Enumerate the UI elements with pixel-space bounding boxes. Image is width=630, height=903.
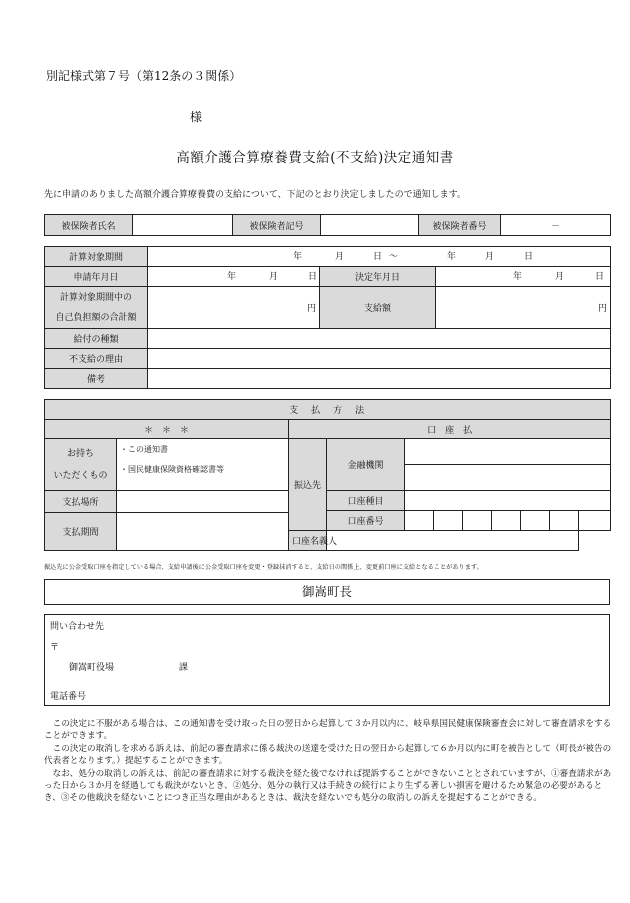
apply-month: 月 (269, 271, 279, 282)
form-label: 別記様式第７号（第12条の３関係） (46, 69, 242, 83)
addressee-suffix: 様 (190, 110, 203, 124)
non-payment-reason-value[interactable] (148, 349, 611, 369)
payment-amount-value[interactable]: 円 (436, 287, 611, 329)
account-type-field[interactable] (405, 491, 611, 511)
insured-symbol-label: 被保険者記号 (233, 215, 321, 236)
account-type-label: 口座種目 (327, 491, 405, 511)
payment-place-field[interactable] (117, 491, 289, 513)
issuer-name: 御嵩町長 (301, 584, 352, 599)
remarks-value[interactable] (148, 369, 611, 389)
account-holder-field[interactable] (327, 531, 579, 551)
insured-number-field[interactable]: － (501, 215, 611, 236)
bank-field-top[interactable] (405, 439, 611, 465)
contact-office: 御嵩町役場 (69, 663, 115, 673)
bring-items-label-line-2: いただくもの (53, 470, 108, 481)
benefit-type-label: 給付の種類 (45, 329, 148, 349)
account-digit-5[interactable] (521, 511, 550, 531)
insured-table (44, 214, 611, 236)
account-digit-2[interactable] (434, 511, 463, 531)
burden-total-value[interactable]: 円 (148, 287, 320, 329)
postal-mark: 〒 (50, 643, 60, 653)
apply-date-value[interactable] (148, 267, 320, 287)
payment-period-label: 支払期間 (45, 513, 117, 551)
appeal-paragraph-3: なお、処分の取消しの訴えは、前記の審査請求に対する裁決を経た後でなければ提訴することができないこととされていますが、①審査請求があった日から３か月を経過しても裁決がないとき、②処分、処分の執行又は手続きの続行により生ずる著しい損害を避けるため緊急の必要があるとき、③その他裁決を経ないことにつき正当な理由があるときは、裁決を経ないでも処分の取消しの訴えを提起することができる。 (44, 768, 612, 804)
bring-items-label (45, 439, 117, 491)
apply-day: 日 (308, 271, 318, 282)
decision-day: 日 (595, 271, 605, 282)
account-digit-7[interactable] (579, 511, 611, 531)
burden-total-label (45, 287, 148, 329)
apply-date-label: 申請年月日 (45, 267, 148, 287)
payment-method-title: 支 払 方 法 (45, 400, 611, 420)
contact-phone-label: 電話番号 (50, 692, 87, 702)
period-month-1: 月 (335, 251, 345, 262)
account-number-label: 口座番号 (327, 511, 405, 531)
remarks-label: 備考 (45, 369, 148, 389)
appeal-paragraph-2: この決定の取消しを求める訴えは、前記の審査請求に係る裁決の送達を受けた日の翌日から起算して６か月以内に町を被告として（町長が被告の代表者となります。）提起することができます。 (44, 743, 612, 767)
details-table (44, 246, 611, 389)
period-value[interactable] (148, 247, 611, 267)
decision-year: 年 (513, 271, 523, 282)
payment-amount-label: 支給額 (320, 287, 436, 329)
insured-number-label: 被保険者番号 (419, 215, 501, 236)
payment-place-label: 支払場所 (45, 491, 117, 513)
intro-text: 先に申請のありました高額介護合算療養費の支給について、下記のとおり決定しましたので通知します。 (44, 190, 466, 200)
appeal-paragraph-1: この決定に不服がある場合は、この通知書を受け取った日の翌日から起算して３か月以内に、岐阜県国民健康保険審査会に対して審査請求をすることができます。 (44, 719, 612, 742)
period-day-1: 日 (373, 251, 383, 262)
period-month-2: 月 (485, 251, 495, 262)
insured-name-field[interactable] (133, 215, 233, 236)
period-label: 計算対象期間 (45, 247, 148, 267)
account-holder-label: 口座名義人 (289, 531, 327, 551)
non-payment-reason-label: 不支給の理由 (45, 349, 148, 369)
contact-box (44, 614, 610, 706)
bring-items-label-line-1: お持ち (66, 448, 94, 459)
period-year-2: 年 (447, 251, 457, 262)
transfer-label: 振込先 (289, 439, 327, 531)
burden-total-label-line-2: 自己負担額の合計額 (55, 312, 137, 323)
account-digit-6[interactable] (550, 511, 579, 531)
contact-title: 問い合わせ先 (50, 622, 105, 632)
account-digit-3[interactable] (463, 511, 492, 531)
bank-field-bottom[interactable] (405, 465, 611, 491)
payment-method-table (44, 399, 611, 551)
decision-month: 月 (555, 271, 565, 282)
bring-item-insurance-card: ・国民健康保険資格確認書等 (120, 465, 224, 474)
account-digit-4[interactable] (492, 511, 521, 531)
bank-label: 金融機関 (327, 439, 405, 491)
issuer-box (44, 579, 610, 605)
account-change-notice: 振込先に公金受取口座を指定している場合、支給申請後に公金受取口座を変更・登録抹消すると、支給日の関係上、変更前口座に支給となることがあります。 (44, 564, 483, 571)
insured-symbol-field[interactable] (321, 215, 419, 236)
payment-left-header: ＊ ＊ ＊ (45, 420, 289, 439)
insured-name-label: 被保険者氏名 (45, 215, 133, 236)
decision-date-value[interactable] (436, 267, 611, 287)
burden-total-label-line-1: 計算対象期間中の (59, 292, 132, 303)
account-digit-1[interactable] (405, 511, 434, 531)
bring-items-list (117, 439, 289, 491)
apply-year: 年 (227, 271, 237, 282)
period-day-2: 日 (524, 251, 534, 262)
payment-period-field[interactable] (117, 513, 289, 551)
page-title: 高額介護合算療養費支給(不支給)決定通知書 (176, 150, 454, 166)
appeal-notice (44, 718, 612, 805)
contact-section-suffix: 課 (179, 663, 189, 673)
payment-right-header: 口 座 払 (289, 420, 611, 439)
decision-date-label: 決定年月日 (320, 267, 436, 287)
period-year-1: 年 (293, 251, 303, 262)
benefit-type-value[interactable] (148, 329, 611, 349)
period-separator: ～ (389, 251, 399, 262)
bring-item-notice: ・この通知書 (120, 445, 168, 454)
